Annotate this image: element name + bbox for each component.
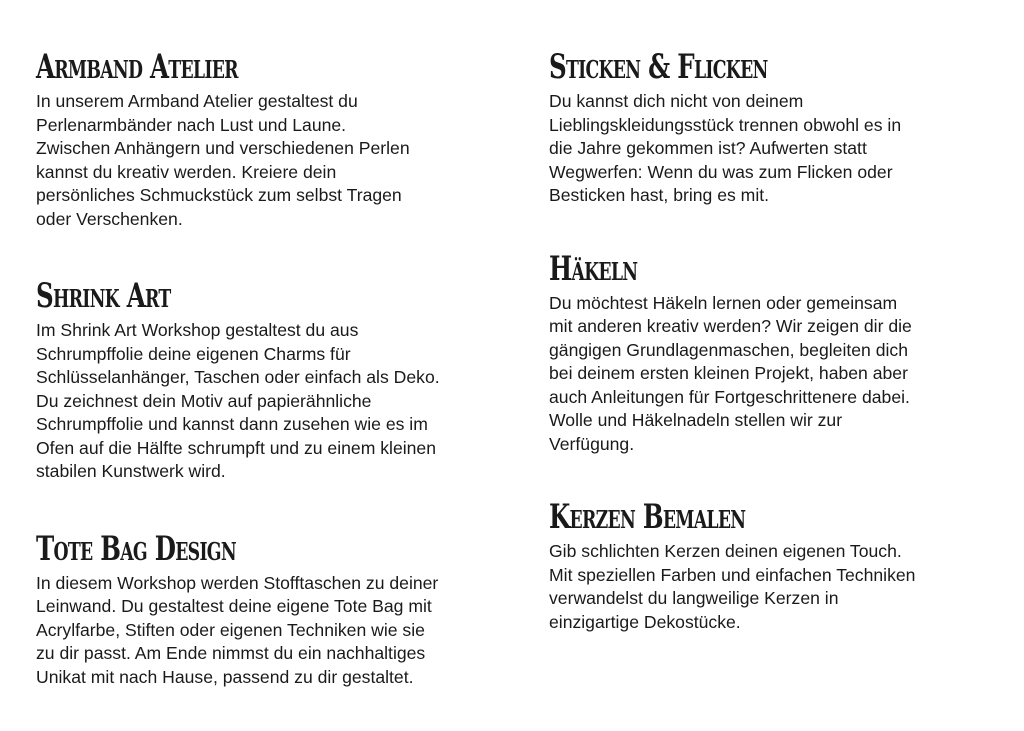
- workshop-tote-bag-design: [36, 526, 506, 690]
- workshop-title: Tote Bag Design: [36, 528, 236, 569]
- workshop-shrink-art: [36, 273, 506, 484]
- workshop-title: Kerzen Bemalen: [549, 497, 746, 537]
- left-column: [36, 44, 506, 731]
- workshop-description: In diesem Workshop werden Stofftaschen zu deiner Leinwand. Du gestaltest deine eigene Tote Bag mit Acrylfarbe, Stiften oder eigenen Techniken wie sie zu dir passt. Am Ende nimmst du ein nachhaltiges Unikat mit nach Hause, passend zu dir gestaltet.: [36, 572, 439, 687]
- workshop-title: Häkeln: [549, 248, 638, 289]
- workshop-title: Sticken & Flicken: [549, 47, 768, 87]
- right-column: [549, 44, 989, 672]
- workshop-description: Du kannst dich nicht von deinem Lieblingskleidungsstück trennen obwohl es in die Jahre gekommen ist? Aufwerten statt Wegwerfen: Wenn du was zum Flicken oder Besticken hast, bring es mit.: [549, 91, 902, 205]
- workshop-armband-atelier: [36, 44, 506, 231]
- workshop-description: Gib schlichten Kerzen deinen eigenen Touch. Mit speziellen Farben und einfachen Techniken verwandelst du langweilige Kerzen in einzigartige Dekostücke.: [549, 541, 916, 632]
- workshop-description: In unserem Armband Atelier gestaltest du Perlenarmbänder nach Lust und Laune. Zwischen Anhängern und verschiedenen Perlen kannst du kreativ werden. Kreiere dein persönliches Schmuckstück zum selbst Tragen oder Verschenken.: [36, 91, 410, 229]
- workshop-sticken-flicken: [549, 44, 989, 208]
- workshop-haekeln: [549, 246, 989, 457]
- workshop-description: Du möchtest Häkeln lernen oder gemeinsam mit anderen kreativ werden? Wir zeigen dir die gängigen Grundlagenmaschen, begleiten dich bei deinem ersten kleinen Projekt, haben aber auch Anleitungen für Fortgeschrittenere dabei. Wolle und Häkelnadeln stellen wir zur Verfügung.: [549, 292, 912, 454]
- workshop-description: Im Shrink Art Workshop gestaltest du aus Schrumpffolie deine eigenen Charms für Schlüsselanhänger, Taschen oder einfach als Deko. Du zeichnest dein Motiv auf papierähnliche Schrumpffolie und kannst dann zusehen wie es im Ofen auf die Hälfte schrumpft und zu einem kleinen stabilen Kunstwerk wird.: [36, 320, 440, 481]
- workshop-title: Shrink Art: [36, 276, 171, 316]
- workshop-title: Armband Atelier: [36, 47, 238, 87]
- workshop-kerzen-bemalen: [549, 494, 989, 634]
